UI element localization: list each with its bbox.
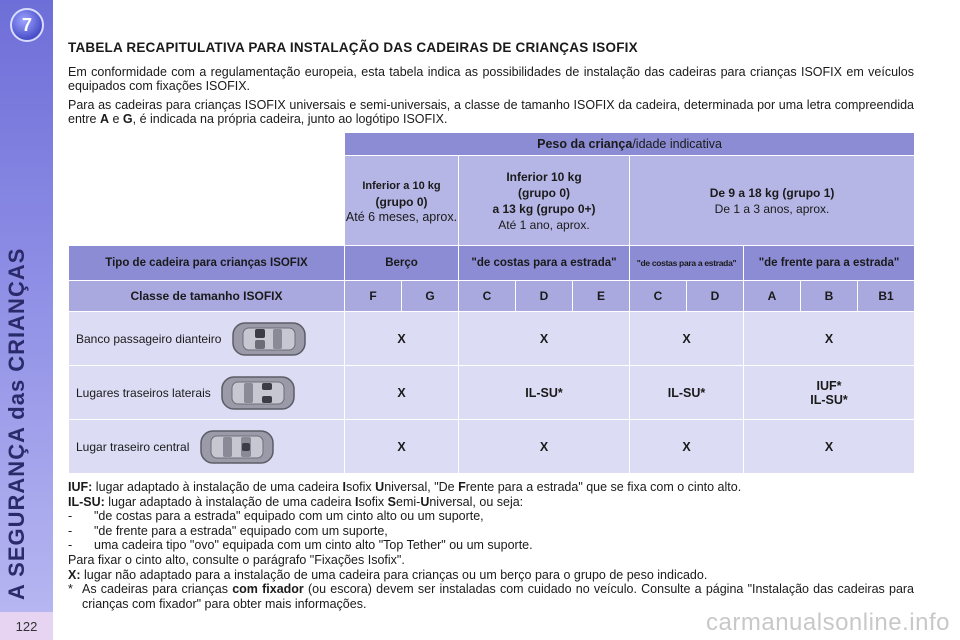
table-row: Lugar traseiro central X X X X [69, 420, 915, 474]
isofix-table [68, 132, 915, 474]
type-cell: "de costas para a estrada" [630, 246, 744, 281]
list-item: - "de frente para a estrada" equipado com um suporte, [68, 523, 388, 538]
type-cell: "de costas para a estrada" [459, 246, 630, 281]
main-content [68, 40, 914, 131]
note-ilsu: IL-SU: lugar adaptado à instalação de uma cadeira Isofix Semi-Universal, ou seja: [68, 494, 524, 509]
table-row: Banco passageiro dianteiro X X X X [69, 312, 915, 366]
car-rear-center-icon [197, 427, 277, 467]
note-star: * As cadeiras para crianças com fixador (ou escora) devem ser instaladas com cuidado no veículo. Consulte a página "Instalação das cadeiras para crianças com fixador" para obter mais informações. [68, 582, 915, 611]
seat-label: Banco passageiro dianteiro [69, 312, 345, 366]
seat-label: Lugar traseiro central [69, 420, 345, 474]
note-iuf: IUF: lugar adaptado à instalação de uma cadeira Isofix Universal, "De Frente para a estrada" que se fixa com o cinto alto. [68, 480, 742, 494]
type-label: Tipo de cadeira para crianças ISOFIX [69, 246, 345, 281]
class-cell: C [459, 281, 516, 312]
chapter-badge: 7 [10, 8, 44, 42]
list-item: - uma cadeira tipo "ovo" equipada com um cinto alto "Top Tether" ou um suporte. [68, 538, 533, 553]
chapter-title: A SEGURANÇA das CRIANÇAS [4, 247, 29, 600]
intro-paragraph-1: Em conformidade com a regulamentação europeia, esta tabela indica as possibilidades de instalação das cadeiras para crianças ISOFIX em veículos equipados com fixações ISOFIX. [68, 65, 914, 93]
group-header: Inferior 10 kg (grupo 0) a 13 kg (grupo 0+) Até 1 ano, aprox. [459, 156, 630, 246]
legend-notes [68, 480, 914, 611]
watermark: carmanualsonline.info [706, 609, 950, 636]
class-cell: B [801, 281, 858, 312]
page-number: 122 [0, 612, 53, 640]
type-cell: Berço [345, 246, 459, 281]
class-cell: B1 [858, 281, 915, 312]
class-cell: A [744, 281, 801, 312]
chapter-sidebar [0, 0, 53, 640]
class-cell: G [402, 281, 459, 312]
note-top-belt: Para fixar o cinto alto, consulte o parágrafo "Fixações Isofix". [68, 552, 405, 567]
class-cell: C [630, 281, 687, 312]
group-header: De 9 a 18 kg (grupo 1) De 1 a 3 anos, aprox. [630, 156, 915, 246]
class-cell: D [687, 281, 744, 312]
weight-header: Peso da criança/idade indicativa [345, 133, 915, 156]
car-rear-side-icon [218, 373, 298, 413]
car-front-seat-icon [229, 319, 309, 359]
group-header: Inferior a 10 kg (grupo 0) Até 6 meses, aprox. [345, 156, 459, 246]
seat-label: Lugares traseiros laterais [69, 366, 345, 420]
class-cell: E [573, 281, 630, 312]
note-x: X: lugar não adaptado para a instalação de uma cadeira para crianças ou um berço para o grupo de peso indicado. [68, 567, 708, 582]
table-row: Lugares traseiros laterais X IL-SU* IL-SU* IUF* IL-SU* [69, 366, 915, 420]
type-cell: "de frente para a estrada" [744, 246, 915, 281]
list-item: - "de costas para a estrada" equipado com um cinto alto ou um suporte, [68, 509, 484, 524]
class-label: Classe de tamanho ISOFIX [69, 281, 345, 312]
class-cell: D [516, 281, 573, 312]
page-heading: TABELA RECAPITULATIVA PARA INSTALAÇÃO DAS CADEIRAS DE CRIANÇAS ISOFIX [68, 40, 638, 55]
class-cell: F [345, 281, 402, 312]
intro-paragraph-2: Para as cadeiras para crianças ISOFIX universais e semi-universais, a classe de tamanho ISOFIX da cadeira, determinada por uma letra compreendida entre A e G, é indicada na própria cadeira, junto ao logótipo ISOFIX. [68, 98, 914, 126]
